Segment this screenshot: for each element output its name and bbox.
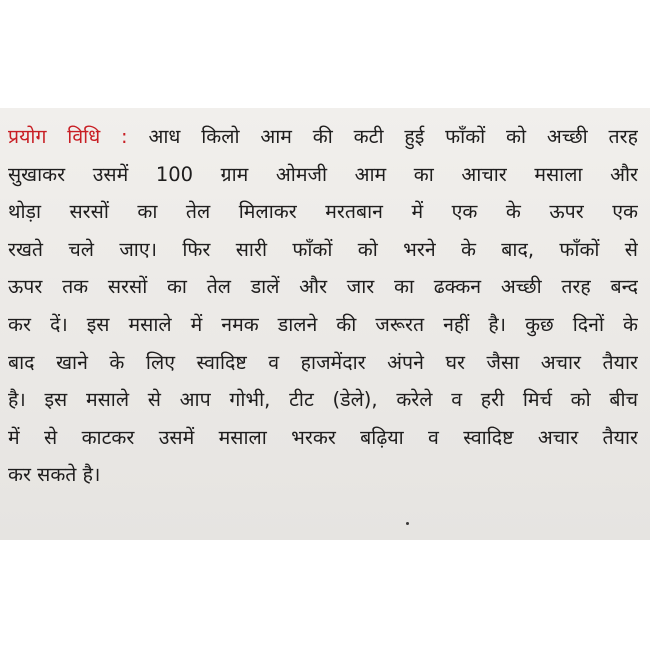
text-line-5: ऊपर तक सरसों का तेल डालें और जार का ढक्कन अच्छी तरह बन्द bbox=[8, 275, 638, 299]
text-line-1 bbox=[8, 118, 638, 156]
text-line-3: थोड़ा सरसों का तेल मिलाकर मरतबान में एक के ऊपर एक bbox=[8, 200, 638, 224]
text-line-1-body: आध किलो आम की कटी हुई फाँकों को अच्छी तरह bbox=[148, 125, 638, 148]
text-line-2: सुखाकर उसमें 100 ग्राम ओमजी आम का आचार मसाला और bbox=[8, 162, 638, 186]
text-line-6: कर दें। इस मसाले में नमक डालने की जरूरत नहीं है। कुछ दिनों के bbox=[8, 312, 638, 336]
usage-heading: प्रयोग विधि : bbox=[8, 125, 128, 148]
text-line-8: है। इस मसाले से आप गोभी, टीट (डेले), करेले व हरी मिर्च को बीच bbox=[8, 388, 638, 412]
text-line-4: रखते चले जाए। फिर सारी फाँकों को भरने के बाद, फाँकों से bbox=[8, 237, 638, 261]
print-speck bbox=[406, 522, 409, 525]
text-line-9: में से काटकर उसमें मसाला भरकर बढ़िया व स्वादिष्ट अचार तैयार bbox=[8, 425, 638, 449]
text-line-10: कर सकते है। bbox=[8, 463, 101, 487]
text-line-7: बाद खाने के लिए स्वादिष्ट व हाजमेंदार अंपने घर जैसा अचार तैयार bbox=[8, 350, 638, 374]
usage-instructions-label bbox=[0, 108, 650, 540]
usage-instructions-text bbox=[8, 118, 638, 494]
